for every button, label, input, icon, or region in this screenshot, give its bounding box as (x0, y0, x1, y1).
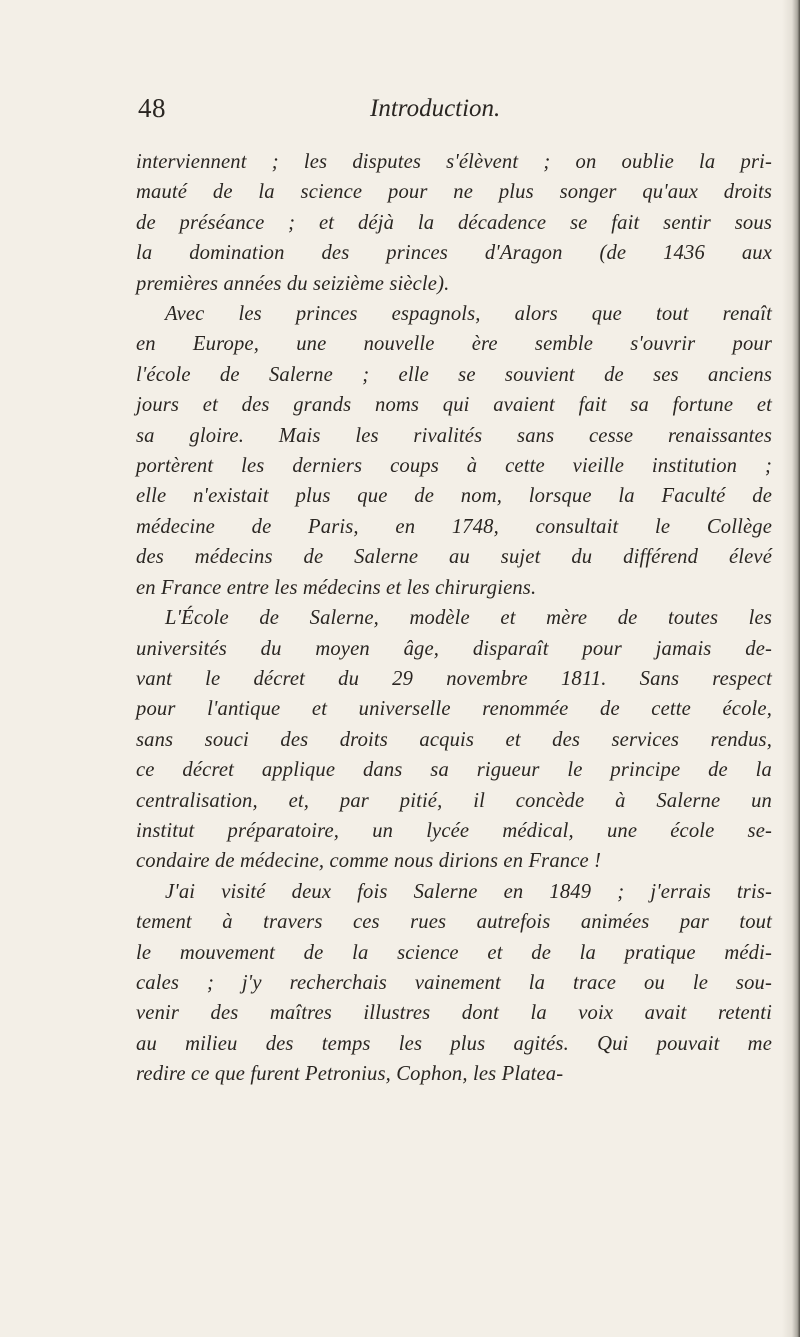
text-line: condaire de médecine, comme nous dirions en France ! (136, 850, 602, 873)
paragraph (136, 877, 772, 1090)
paragraph (136, 603, 772, 877)
text-line: de préséance ; et déjà la décadence se fait sentir sous (136, 211, 772, 234)
text-line: la domination des princes d'Aragon (de 1436 aux (136, 242, 772, 265)
paragraph (136, 299, 772, 603)
text-line: J'ai visité deux fois Salerne en 1849 ; j'errais tris- (165, 880, 772, 903)
text-line: premières années du seizième siècle). (136, 272, 450, 295)
text-line: des médecins de Salerne au sujet du différend élevé (136, 546, 772, 569)
text-line: pour l'antique et universelle renommée de cette école, (136, 698, 772, 721)
text-line: mauté de la science pour ne plus songer qu'aux droits (136, 181, 772, 204)
text-line: venir des maîtres illustres dont la voix avait retenti (136, 1002, 772, 1025)
text-line: centralisation, et, par pitié, il concède à Salerne un (136, 789, 772, 812)
text-line: universités du moyen âge, disparaît pour jamais de- (136, 637, 772, 660)
text-line: elle n'existait plus que de nom, lorsque la Faculté de (136, 485, 772, 508)
text-line: sans souci des droits acquis et des services rendus, (136, 728, 772, 751)
text-line: interviennent ; les disputes s'élèvent ; on oublie la pri- (136, 151, 772, 173)
running-title: Introduction. (370, 95, 501, 122)
page-number: 48 (138, 93, 166, 123)
paragraph (136, 147, 772, 299)
page-header (138, 93, 770, 133)
text-line: l'école de Salerne ; elle se souvient de ses anciens (136, 363, 772, 386)
text-line: jours et des grands noms qui avaient fait sa fortune et (136, 394, 772, 417)
text-line: institut préparatoire, un lycée médical, une école se- (136, 819, 772, 842)
text-line: Avec les princes espagnols, alors que tout renaît (165, 303, 772, 326)
text-line: tement à travers ces rues autrefois animées par tout (136, 911, 772, 934)
text-line: cales ; j'y recherchais vainement la trace ou le sou- (136, 971, 772, 994)
text-line: ce décret applique dans sa rigueur le principe de la (136, 759, 772, 782)
text-line: le mouvement de la science et de la pratique médi- (136, 941, 772, 964)
text-line: L'École de Salerne, modèle et mère de toutes les (165, 607, 772, 630)
text-line: sa gloire. Mais les rivalités sans cesse renaissantes (136, 424, 772, 447)
text-line: au milieu des temps les plus agités. Qui pouvait me (136, 1032, 772, 1055)
text-line: médecine de Paris, en 1748, consultait le Collège (136, 515, 772, 538)
text-line: redire ce que furent Petronius, Cophon, les Platea- (136, 1063, 564, 1086)
body-text (136, 147, 772, 1090)
page-edge-shadow (782, 0, 800, 1337)
text-line: vant le décret du 29 novembre 1811. Sans respect (136, 667, 772, 690)
text-line: portèrent les derniers coups à cette vieille institution ; (136, 455, 772, 478)
text-line: en Europe, une nouvelle ère semble s'ouvrir pour (136, 333, 772, 356)
text-line: en France entre les médecins et les chirurgiens. (136, 576, 537, 599)
